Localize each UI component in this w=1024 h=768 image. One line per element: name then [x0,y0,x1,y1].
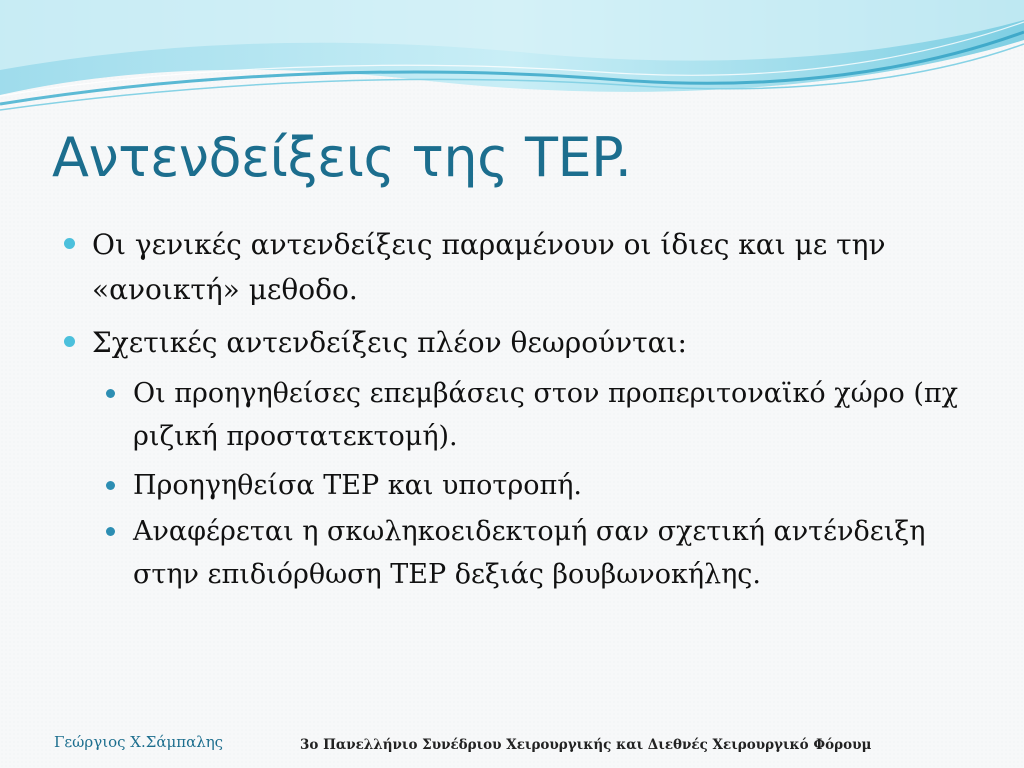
bullet-item [64,320,964,365]
bullet-dot-icon [64,336,75,347]
subbullet-item [106,510,986,596]
slide-title: Αντενδείξεις της TEP. [52,126,632,189]
header-wave-decoration [0,0,1024,120]
subbullet-text: Αναφέρεται η σκωληκοειδεκτομή σαν σχετική αντένδειξη στην επιδιόρθωση TEP δεξιάς βουβωνοκήλης. [133,516,926,590]
subbullet-text: Οι προηγηθείσες επεμβάσεις στον προπεριτοναϊκό χώρο (πχ ριζική προστατεκτομή). [133,378,958,452]
bullet-item [64,222,964,312]
subbullet-dot-icon [106,389,115,398]
bullet-text: Οι γενικές αντενδείξεις παραμένουν οι ίδιες και με την «ανοικτή» μεθοδο. [92,228,886,306]
subbullet-item [106,464,986,507]
bullet-text: Σχετικές αντενδείξεις πλέον θεωρούνται: [92,326,687,359]
subbullet-dot-icon [106,481,115,490]
subbullet-text: Προηγηθείσα TEP και υποτροπή. [133,470,582,501]
subbullet-dot-icon [106,527,115,536]
footer-author: Γεώργιος Χ.Σάμπαλης [54,733,224,751]
footer-conference: 3ο Πανελλήνιο Συνέδριου Χειρουργικής και Διεθνές Χειρουργικό Φόρουμ [300,737,872,753]
subbullet-item [106,372,986,458]
bullet-dot-icon [64,238,75,249]
